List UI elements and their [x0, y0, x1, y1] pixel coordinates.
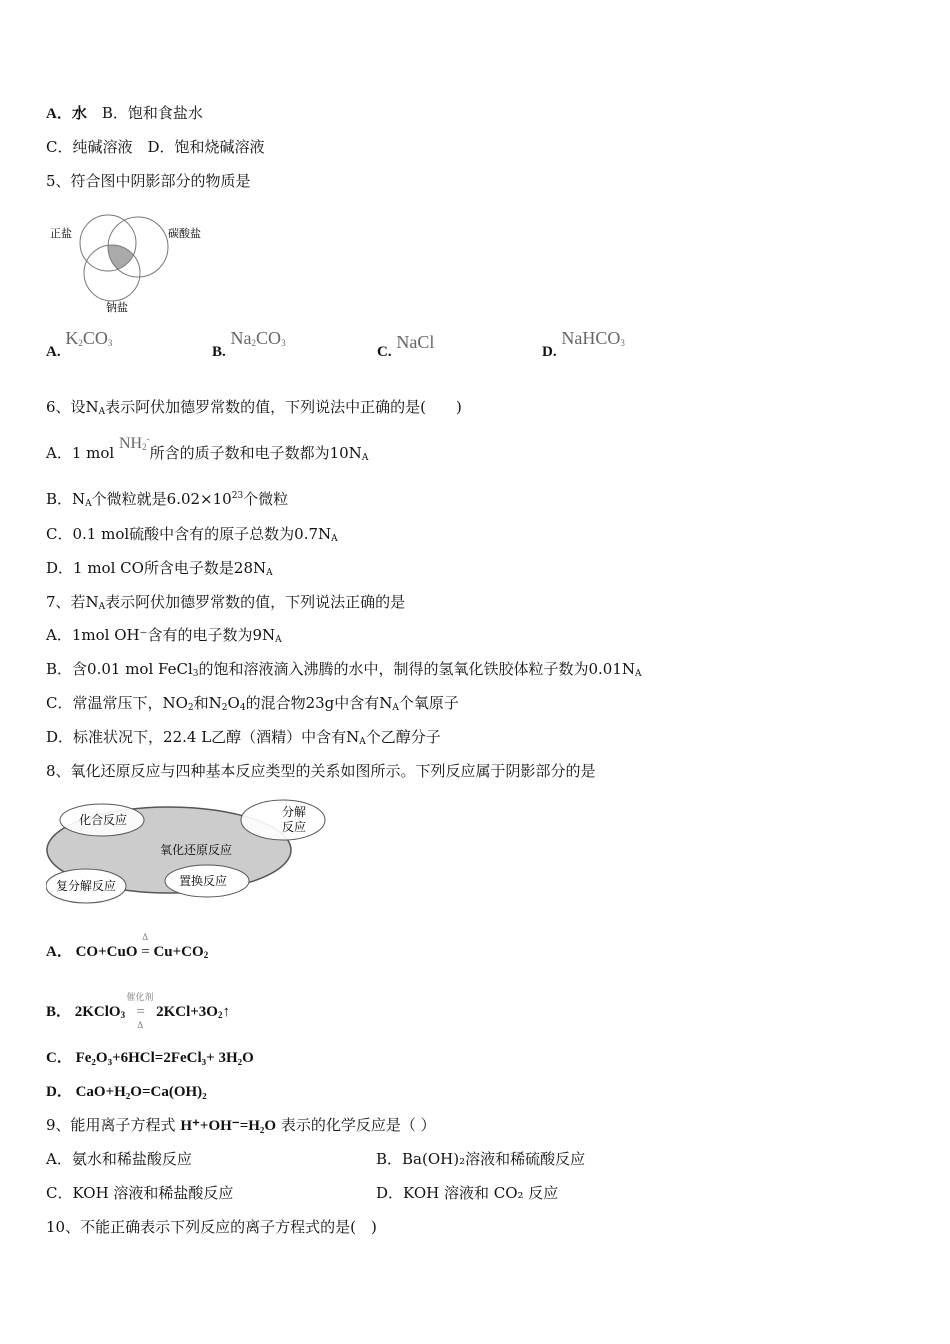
option-key: A.: [46, 344, 61, 360]
venn-label-sodium-salt: 钠盐: [106, 301, 128, 314]
formula: $K_2CO_3$: [65, 328, 113, 348]
q9-option-b: B．Ba(OH)₂溶液和稀硫酸反应: [376, 1150, 586, 1168]
q7-option-d: D．标准状况下，22.4 L乙醇（酒精）中含有$N_A$个乙醇分子: [46, 728, 441, 747]
q9-stem: 9、能用离子方程式 H⁺+OH⁻=H₂O 表示的化学反应是（ ）: [46, 1116, 436, 1134]
q8-stem: 8、氧化还原反应与四种基本反应类型的关系如图所示。下列反应属于阴影部分的是: [46, 762, 596, 780]
q10-stem: 10、不能正确表示下列反应的离子方程式的是( ): [46, 1218, 377, 1236]
label-decomposition-2: 反应: [282, 820, 307, 834]
label-displacement: 置换反应: [179, 874, 228, 888]
q5-option-b: [212, 328, 286, 361]
q6-option-b: B．$N_A$个微粒就是$6.02\times 10^{23}$个微粒: [46, 490, 289, 509]
q8-option-d: D． CaO+H₂O=Ca(OH)₂: [46, 1084, 207, 1100]
q8-option-b: B． 2KClO$_3$ 催化剂 = Δ $2KCl+3O_2↑$: [46, 992, 230, 1030]
q7-option-b: B．含0.01 mol FeCl$_3$的饱和溶液滴入沸腾的水中，制得的氢氧化铁胶体粒子数为$0.01N_A$: [46, 660, 642, 679]
q8-option-c: C． Fe₂O₃+6HCl=2FeCl₃+ 3H₂O: [46, 1050, 254, 1066]
option-key: B.: [212, 344, 226, 360]
label-combination: 化合反应: [79, 813, 128, 827]
label-double-displacement: 复分解反应: [56, 879, 117, 893]
option-a: A．水: [46, 106, 87, 122]
formula: NaCl: [396, 332, 435, 352]
q9-option-c: C．KOH 溶液和稀盐酸反应: [46, 1184, 234, 1202]
q7-option-c: C．常温常压下，$NO_2$和$N_2O_4$的混合物23g中含有$N_A$个氧原子: [46, 694, 459, 713]
q5-stem: 5、符合图中阴影部分的物质是: [46, 172, 251, 190]
label-decomposition-1: 分解: [282, 805, 307, 819]
q7-option-a: A．1mol OH⁻含有的电子数为$9N_A$: [46, 626, 282, 645]
q5-option-d: [542, 328, 625, 361]
q8-option-a: A． CO+CuO Δ = $Cu+CO_2$: [46, 932, 209, 960]
q6-option-a: A．1 mol $NH_2^-$所含的质子数和电子数都为$10N_A$: [46, 433, 369, 463]
option-key: D.: [542, 344, 557, 360]
q5-option-c: [377, 332, 435, 361]
formula: $Na_2CO_3$: [230, 328, 286, 348]
q9-option-a: A．氨水和稀盐酸反应: [46, 1150, 192, 1168]
q4-options-ab: [46, 102, 203, 123]
q5-option-a: [46, 328, 113, 361]
q6-option-c: C．0.1 mol硫酸中含有的原子总数为$0.7N_A$: [46, 525, 338, 544]
q9-option-d: D．KOH 溶液和 CO₂ 反应: [376, 1184, 559, 1202]
option-d: D．饱和烧碱溶液: [147, 138, 265, 156]
label-redox: 氧化还原反应: [160, 843, 233, 857]
venn-label-normal-salt: 正盐: [50, 227, 72, 240]
option-c: C．纯碱溶液: [46, 138, 133, 156]
q6-stem: 6、设$N_A$表示阿伏加德罗常数的值，下列说法中正确的是( ): [46, 398, 462, 417]
venn-label-carbonate: 碳酸盐: [168, 227, 201, 240]
q4-options-cd: [46, 136, 265, 157]
formula: NaHCO$_3$: [561, 328, 625, 348]
q7-stem: 7、若$N_A$表示阿伏加德罗常数的值，下列说法正确的是: [46, 593, 406, 612]
q6-option-d: D．1 mol CO所含电子数是$28N_A$: [46, 559, 273, 578]
reaction-type-diagram: [46, 798, 336, 908]
option-key: C.: [377, 344, 392, 360]
option-b: B．饱和食盐水: [101, 104, 203, 122]
venn-diagram: [46, 205, 216, 317]
